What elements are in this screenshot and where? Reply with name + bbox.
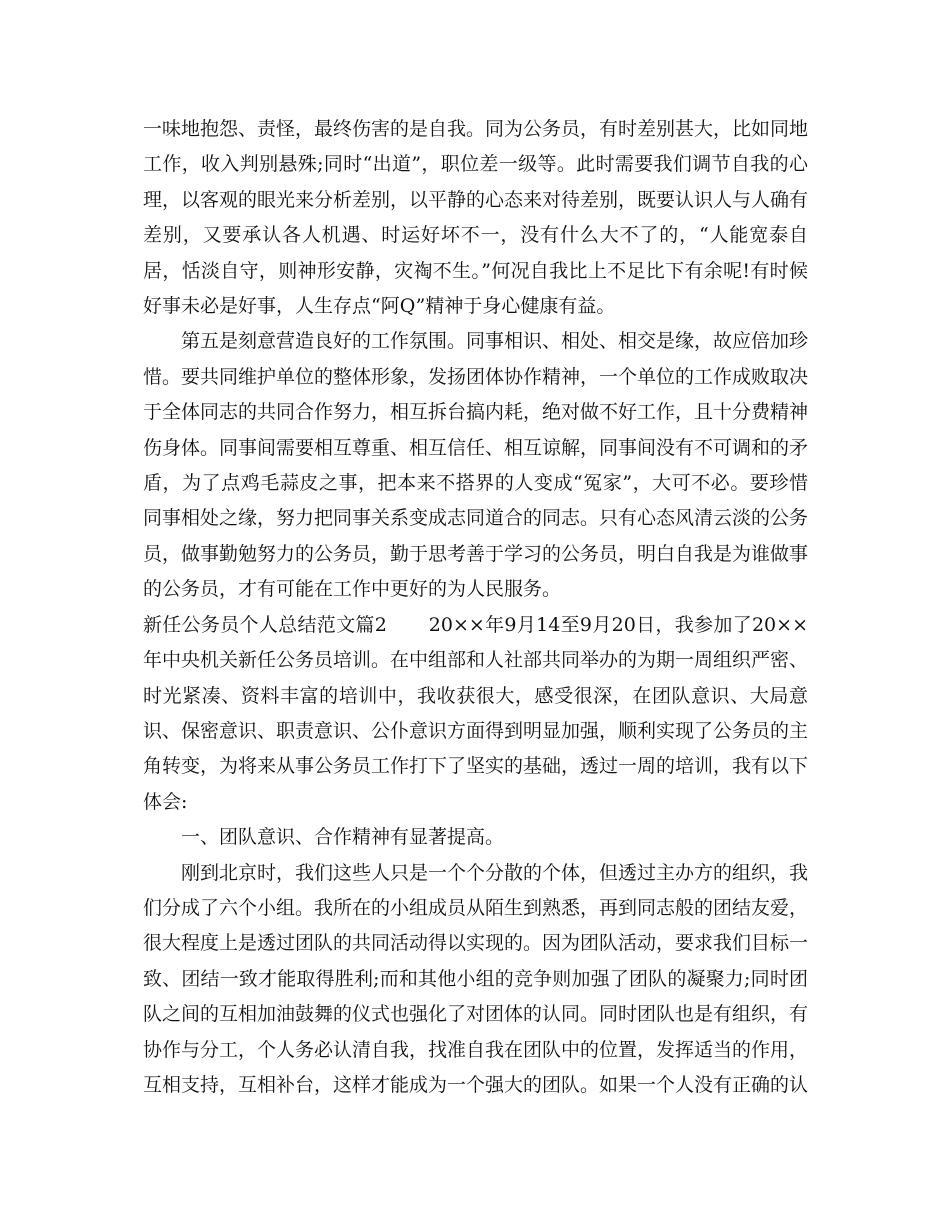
heading-1: 一、团队意识、合作精神有显著提高。	[181, 826, 505, 849]
paragraph-4: 刚到北京时，我们这些人只是一个个分散的个体，但透过主办方的组织，我们分成了六个小组。我所在的小组成员从陌生到熟悉，再到同志般的团结友爱，很大程度上是透过团队的共同活动得以实现的。因为团队活动，要求我们目标一致、团结一致才能取得胜利;而和其他小组的竞争则加强了团队的凝聚力;同时团队之间的互相加油鼓舞的仪式也强化了对团体的认同。同时团队也是有组织，有协作与分工，个人务必认清自我，找准自我在团队中的位置，发挥适当的作用，互相支持，互相补台，这样才能成为一个强大的团队。如果一个人没有正确的认	[143, 861, 809, 1096]
paragraph-3	[143, 608, 808, 820]
section-title: 新任公务员个人总结范文篇2	[143, 613, 387, 636]
paragraph-1: 一味地抱怨、责怪，最终伤害的是自我。同为公务员，有时差别甚大，比如同地工作，收入判别悬殊;同时“出道”，职位差一级等。此时需要我们调节自我的心理，以客观的眼光来分析差别，以平静的心态来对待差别，既要认识人与人确有差别，又要承认各人机遇、时运好坏不一，没有什么大不了的，“人能宽泰自居，恬淡自守，则神形安静，灾祹不生。”何况自我比上不足比下有余呢!有时候好事未必是好事，人生存点“阿Q”精神于身心健康有益。	[143, 118, 809, 318]
paragraph-2: 第五是刻意营造良好的工作氛围。同事相识、相处、相交是缘，故应倍加珍惜。要共同维护单位的整体形象，发扬团体协作精神，一个单位的工作成败取决于全体同志的共同合作努力，相互拆台搞内耗，绝对做不好工作，且十分费精神伤身体。同事间需要相互尊重、相互信任、相互谅解，同事间没有不可调和的矛盾，为了点鸡毛蒜皮之事，把本来不搭界的人变成“冤家”，大可不必。要珍惜同事相处之缘，努力把同事关系变成志同道合的同志。只有心态风清云淡的公务员，做事勤勉努力的公务员，勤于思考善于学习的公务员，明白自我是为谁做事的公务员，才有可能在工作中更好的为人民服务。	[143, 330, 809, 601]
paragraph-3-text: 20××年9月14至9月20日，我参加了20××年中央机关新任公务员培训。在中组部和人社部共同举办的为期一周组织严密、时光紧凑、资料丰富的培训中，我收获很大，感受很深，在团队意识、大局意识、保密意识、职责意识、公仆意识方面得到明显加强，顺利实现了公务员的主角转变，为将来从事公务员工作打下了坚实的基础，透过一周的培训，我有以下体会:	[143, 613, 809, 813]
document-body	[143, 112, 808, 1103]
